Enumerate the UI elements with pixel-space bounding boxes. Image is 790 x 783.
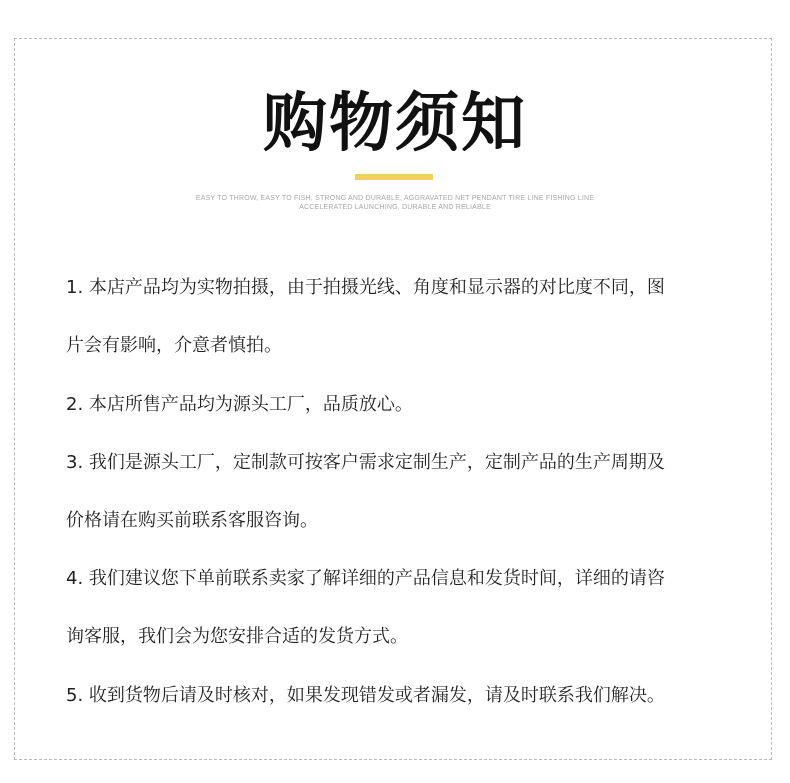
title-underline-accent — [355, 174, 433, 180]
subtitle-line-2: ACCELERATED LAUNCHING, DURABLE AND RELIABLE — [299, 204, 491, 211]
notice-line: 4. 我们建议您下单前联系卖家了解详细的产品信息和发货时间，详细的请咨 — [66, 568, 665, 589]
notice-line: 询客服，我们会为您安排合适的发货方式。 — [66, 626, 408, 647]
notice-line: 1. 本店产品均为实物拍摄，由于拍摄光线、角度和显示器的对比度不同，图 — [66, 277, 665, 298]
notice-line: 2. 本店所售产品均为源头工厂，品质放心。 — [66, 394, 413, 415]
page-title: 购物须知 — [263, 87, 527, 161]
notice-line: 3. 我们是源头工厂，定制款可按客户需求定制生产，定制产品的生产周期及 — [66, 452, 665, 473]
notice-line: 片会有影响，介意者慎拍。 — [66, 335, 282, 356]
notice-line: 5. 收到货物后请及时核对，如果发现错发或者漏发，请及时联系我们解决。 — [66, 685, 665, 706]
subtitle-line-1: EASY TO THROW, EASY TO FISH, STRONG AND DURABLE, AGGRAVATED NET PENDANT TIRE LINE FISHING LINE — [195, 195, 595, 202]
notice-line: 价格请在购买前联系客服咨询。 — [66, 510, 318, 531]
